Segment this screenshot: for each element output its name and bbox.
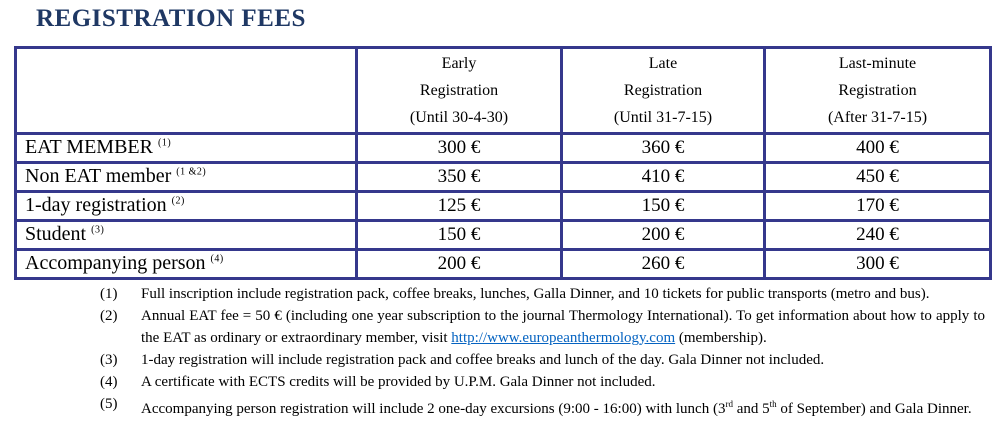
header-line: Last-minute bbox=[838, 55, 917, 72]
ordinal-suffix: rd bbox=[725, 398, 733, 409]
table-row bbox=[16, 163, 991, 192]
row-label-text: Student bbox=[25, 223, 87, 245]
table-row bbox=[16, 250, 991, 279]
footnote-item bbox=[100, 306, 985, 349]
fee-value-cell: 150 € bbox=[357, 221, 562, 250]
table-row bbox=[16, 221, 991, 250]
fee-value-cell: 360 € bbox=[562, 134, 765, 163]
footnote-segment: and 5 bbox=[732, 400, 770, 417]
table-header-row bbox=[16, 48, 991, 134]
row-label-cell bbox=[16, 221, 357, 250]
footnote-text bbox=[141, 350, 985, 372]
footnote-segment: of September) and Gala Dinner. bbox=[776, 400, 972, 417]
header-line: (Until 30-4-30) bbox=[409, 109, 509, 126]
row-label-cell bbox=[16, 134, 357, 163]
footnote-text bbox=[141, 284, 985, 306]
footnote-number: (1) bbox=[100, 286, 118, 302]
header-line: (After 31-7-15) bbox=[827, 109, 928, 126]
empty-corner-cell bbox=[16, 48, 357, 134]
footnote-segment: 1-day registration will include registration pack and coffee breaks and lunch of the day. Gala Dinner not included. bbox=[141, 351, 825, 368]
row-label-text: Accompanying person bbox=[25, 252, 206, 274]
thermology-website-link[interactable]: http://www.europeanthermology.com bbox=[451, 329, 676, 346]
fee-value-cell: 410 € bbox=[562, 163, 765, 192]
footnote-text bbox=[141, 372, 985, 394]
row-footnote-ref: (2) bbox=[171, 195, 185, 207]
table-row bbox=[16, 134, 991, 163]
row-label-text: EAT MEMBER bbox=[25, 136, 153, 158]
table-row bbox=[16, 192, 991, 221]
fee-value-cell: 150 € bbox=[562, 192, 765, 221]
fee-value-cell: 450 € bbox=[765, 163, 991, 192]
footnote-number: (4) bbox=[100, 373, 118, 390]
footnote-number: (5) bbox=[100, 395, 118, 412]
row-footnote-ref: (1) bbox=[157, 137, 172, 149]
fee-value-cell: 200 € bbox=[562, 221, 765, 250]
footnote-item bbox=[100, 350, 985, 372]
row-footnote-ref: (4) bbox=[210, 253, 224, 265]
fee-value-cell: 350 € bbox=[357, 163, 562, 192]
header-line: Early bbox=[441, 55, 477, 72]
footnote-number: (3) bbox=[100, 351, 118, 368]
ordinal-suffix: th bbox=[769, 398, 777, 409]
fee-value-cell: 200 € bbox=[357, 250, 562, 279]
fee-value-cell: 125 € bbox=[357, 192, 562, 221]
fee-value-cell: 260 € bbox=[562, 250, 765, 279]
header-line: Registration bbox=[623, 82, 703, 99]
row-label-cell bbox=[16, 163, 357, 192]
footnote-segment: Full inscription include registration pack, coffee breaks, lunches, Galla Dinner, and 10 tickets for public transports (metro and bus). bbox=[141, 286, 930, 302]
row-label-cell bbox=[16, 192, 357, 221]
header-line: Registration bbox=[419, 82, 499, 99]
fee-value-cell: 300 € bbox=[357, 134, 562, 163]
row-label-cell bbox=[16, 250, 357, 279]
footnote-segment: Annual EAT fee = 50 € (including one year subscription to the journal Thermology International). To get information about how to apply to the EAT as ordinary or extraordinary member, visit bbox=[141, 308, 985, 346]
row-footnote-ref: (3) bbox=[91, 224, 105, 236]
footnote-text bbox=[141, 306, 985, 349]
registration-fees-table bbox=[14, 46, 992, 280]
row-label-text: 1-day registration bbox=[25, 194, 167, 216]
fee-value-cell: 400 € bbox=[765, 134, 991, 163]
footnote-segment: Accompanying person registration will include 2 one-day excursions (9:00 - 16:00) with lunch (3 bbox=[141, 400, 726, 417]
footnote-item bbox=[100, 284, 985, 306]
header-col-1 bbox=[357, 48, 562, 134]
footnote-text bbox=[141, 394, 985, 421]
fee-value-cell: 240 € bbox=[765, 221, 991, 250]
footnote-number: (2) bbox=[100, 308, 118, 324]
footnote-item bbox=[100, 372, 985, 394]
fee-value-cell: 300 € bbox=[765, 250, 991, 279]
row-footnote-ref: (1 &2) bbox=[176, 166, 207, 178]
footnote-segment: (membership). bbox=[675, 329, 767, 346]
header-line: Registration bbox=[838, 82, 917, 99]
row-label-text: Non EAT member bbox=[25, 165, 172, 187]
header-col-3 bbox=[765, 48, 991, 134]
header-col-2 bbox=[562, 48, 765, 134]
footnote-item bbox=[100, 394, 985, 421]
header-line: Late bbox=[648, 55, 678, 72]
header-line: (Until 31-7-15) bbox=[613, 109, 713, 126]
fee-value-cell: 170 € bbox=[765, 192, 991, 221]
footnotes-section bbox=[100, 284, 985, 420]
page-title: REGISTRATION FEES bbox=[36, 5, 306, 32]
footnote-segment: A certificate with ECTS credits will be provided by U.P.M. Gala Dinner not included. bbox=[141, 373, 656, 390]
